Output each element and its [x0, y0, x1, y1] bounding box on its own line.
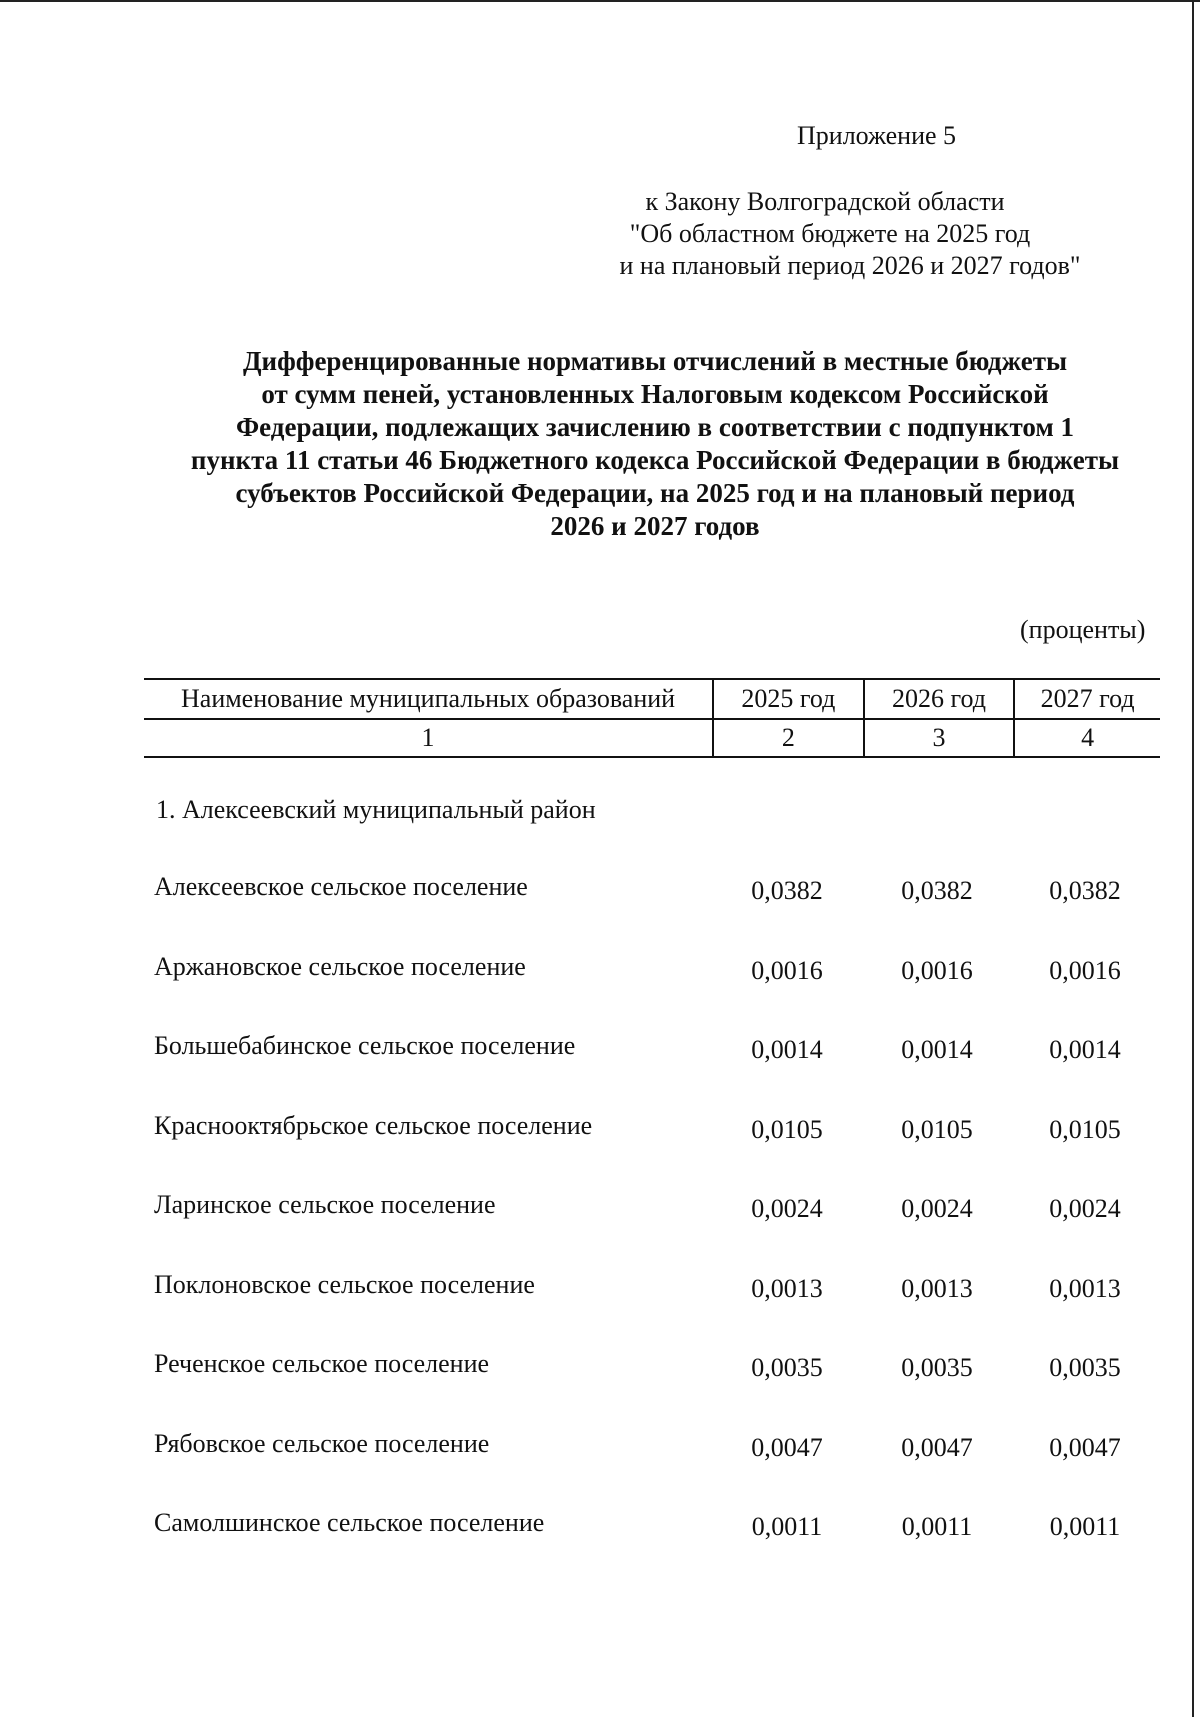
title-line: 2026 и 2027 годов: [550, 511, 760, 541]
title-line: Дифференцированные нормативы отчислений в местные бюджеты: [242, 346, 1068, 376]
table-body: [150, 872, 1160, 1588]
appendix-number: Приложение 5: [797, 121, 957, 150]
value-2027: 0,0105: [1049, 1114, 1121, 1144]
value-2026: 0,0035: [901, 1353, 973, 1382]
value-2025: 0,0382: [751, 876, 823, 905]
value-2026: 0,0014: [901, 1035, 973, 1064]
value-2025: 0,0047: [751, 1432, 823, 1462]
value-2027: 0,0382: [1049, 876, 1121, 905]
value-2025: 0,0016: [751, 955, 823, 985]
units-label: (проценты): [1020, 615, 1146, 644]
row-name: Большебабинское сельское поселение: [154, 1031, 576, 1060]
column-number: 3: [864, 719, 1015, 757]
law-line: "Об областном бюджете на 2025 год: [629, 219, 1031, 248]
table-row: [150, 1031, 1160, 1111]
law-line: к Закону Волгоградской области: [645, 187, 1005, 216]
value-2025: 0,0014: [751, 1035, 823, 1064]
value-2026: 0,0011: [901, 1512, 973, 1541]
table-row: [150, 1349, 1160, 1429]
column-names-row: [144, 679, 1160, 719]
row-name: Аржановское сельское поселение: [154, 951, 526, 981]
row-name: Реченское сельское поселение: [154, 1349, 490, 1378]
row-name: Алексеевское сельское поселение: [154, 872, 528, 901]
value-2025: 0,0013: [751, 1273, 823, 1303]
value-2027: 0,0035: [1049, 1353, 1121, 1382]
section-heading: 1. Алексеевский муниципальный район: [156, 795, 596, 824]
value-2027: 0,0016: [1049, 955, 1121, 985]
value-2026: 0,0013: [901, 1273, 973, 1303]
value-2025: 0,0105: [751, 1114, 823, 1144]
value-2026: 0,0016: [901, 955, 973, 985]
value-2026: 0,0105: [901, 1114, 973, 1144]
value-2025: 0,0035: [751, 1353, 823, 1382]
column-number: 1: [144, 719, 713, 757]
title-line: Федерации, подлежащих зачислению в соответствии с подпунктом 1: [235, 412, 1074, 442]
value-2027: 0,0013: [1049, 1273, 1121, 1303]
table-row: [150, 872, 1160, 952]
row-name: Краснооктябрьское сельское поселение: [154, 1110, 593, 1140]
column-header-2025: 2025 год: [713, 679, 864, 719]
value-2027: 0,0047: [1049, 1432, 1121, 1462]
table-row: [150, 1508, 1160, 1588]
column-number: 2: [713, 719, 864, 757]
row-name: Поклоновское сельское поселение: [154, 1269, 535, 1299]
scan-top-edge: [0, 0, 1200, 2]
row-name: Самолшинское сельское поселение: [154, 1508, 545, 1537]
value-2026: 0,0047: [901, 1432, 973, 1462]
value-2025: 0,0024: [751, 1194, 823, 1223]
column-header-name: Наименование муниципальных образований: [144, 679, 713, 719]
table-row: [150, 1190, 1160, 1270]
value-2026: 0,0024: [901, 1194, 973, 1223]
value-2027: 0,0011: [1049, 1512, 1121, 1541]
title-line: пункта 11 статьи 46 Бюджетного кодекса Российской Федерации в бюджеты: [190, 445, 1120, 475]
column-number: 4: [1014, 719, 1160, 757]
table-row: [150, 1270, 1160, 1350]
column-header-2027: 2027 год: [1014, 679, 1160, 719]
table-row: [150, 952, 1160, 1032]
value-2025: 0,0011: [751, 1512, 823, 1541]
law-reference: [600, 186, 1160, 282]
row-name: Рябовское сельское поселение: [154, 1428, 490, 1458]
title-line: от сумм пеней, установленных Налоговым кодексом Российской: [261, 379, 1049, 409]
document-title: [140, 345, 1170, 543]
table-header: [144, 678, 1160, 758]
row-name: Ларинское сельское поселение: [154, 1190, 496, 1219]
table-row: [150, 1429, 1160, 1509]
table-row: [150, 1111, 1160, 1191]
scan-right-edge: [1192, 0, 1194, 1717]
title-line: субъектов Российской Федерации, на 2025 год и на плановый период: [235, 478, 1075, 508]
value-2027: 0,0024: [1049, 1194, 1121, 1223]
law-line: и на плановый период 2026 и 2027 годов": [619, 251, 1081, 280]
column-header-2026: 2026 год: [864, 679, 1015, 719]
value-2026: 0,0382: [901, 876, 973, 905]
value-2027: 0,0014: [1049, 1035, 1121, 1064]
column-numbers-row: [144, 719, 1160, 757]
